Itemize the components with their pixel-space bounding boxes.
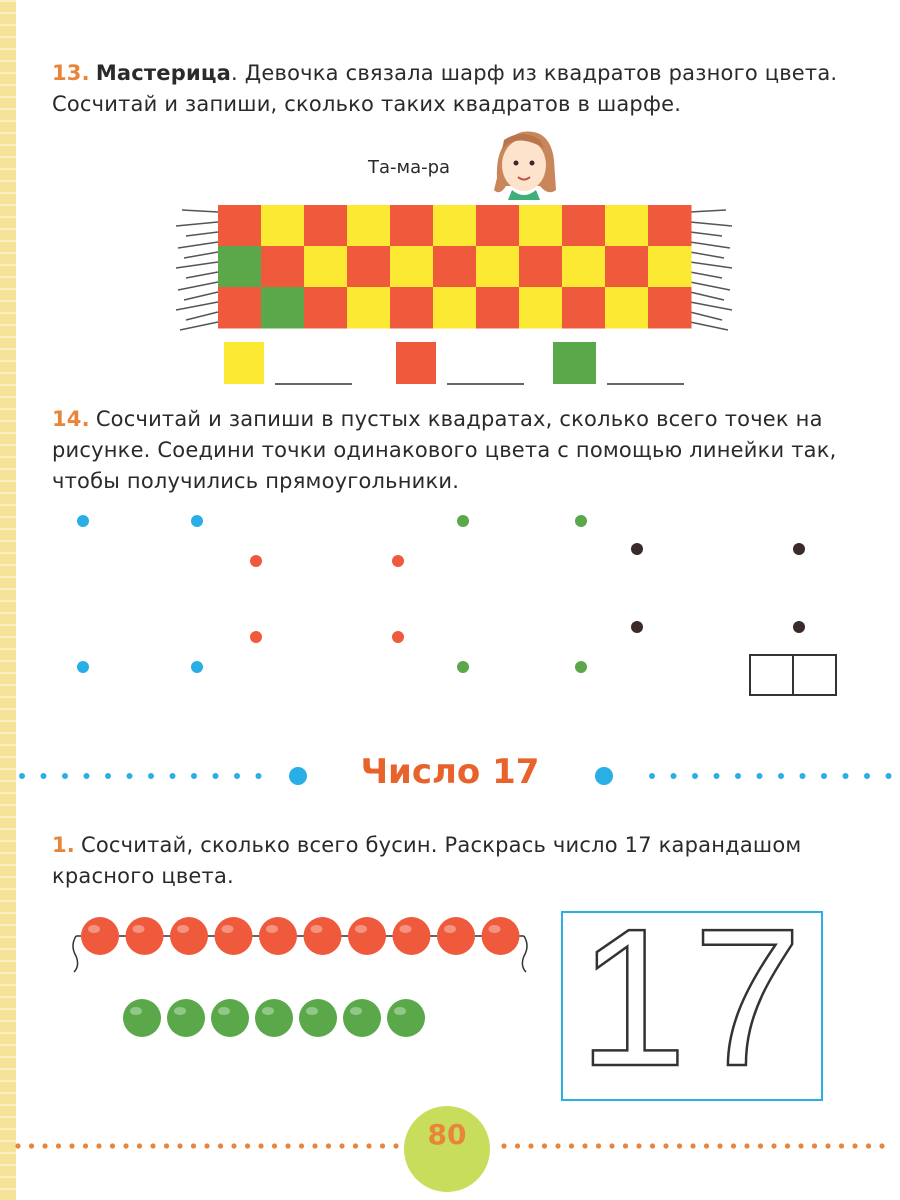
blue-dot — [77, 661, 89, 673]
bottom-dot — [110, 1143, 115, 1148]
red-dot — [250, 555, 262, 567]
bottom-dot — [555, 1143, 560, 1148]
scarf-square — [562, 287, 606, 329]
bottom-dot — [312, 1143, 317, 1148]
girl-illustration — [494, 132, 556, 200]
red-bead — [81, 917, 119, 955]
bottom-dot — [123, 1143, 128, 1148]
bottom-dot — [744, 1143, 749, 1148]
bottom-dot — [866, 1143, 871, 1148]
bottom-dot — [771, 1143, 776, 1148]
bottom-dot — [42, 1143, 47, 1148]
red-dot — [250, 631, 262, 643]
scarf-answer-legend — [224, 342, 684, 384]
scarf-square — [648, 246, 692, 288]
task-13-text: . Девочка связала шарф из квадратов разного цвета. Сосчитай и запиши, сколько таких квадратов в шарфе. — [52, 61, 838, 116]
green-bead — [123, 999, 161, 1037]
section-title: Число 17 — [360, 752, 540, 792]
bottom-dot — [69, 1143, 74, 1148]
answer-boxes — [750, 655, 836, 695]
bottom-dot — [245, 1143, 250, 1148]
bottom-dot — [326, 1143, 331, 1148]
red-bead — [304, 917, 342, 955]
bottom-dot — [852, 1143, 857, 1148]
scarf-square — [347, 246, 391, 288]
scarf-square — [347, 205, 391, 247]
bottom-dot — [366, 1143, 371, 1148]
girl-name-label: Та-ма-ра — [368, 157, 451, 178]
green-bead — [299, 999, 337, 1037]
bottom-dot — [353, 1143, 358, 1148]
bottom-dot — [204, 1143, 209, 1148]
scarf-square — [519, 246, 563, 288]
red-bead — [393, 917, 431, 955]
bottom-dot — [96, 1143, 101, 1148]
scarf-square — [519, 205, 563, 247]
bottom-dot — [299, 1143, 304, 1148]
bottom-dot — [83, 1143, 88, 1148]
scarf-square — [562, 246, 606, 288]
bottom-dot — [717, 1143, 722, 1148]
scarf-square — [218, 205, 262, 247]
bottom-dot — [731, 1143, 736, 1148]
bottom-dot — [839, 1143, 844, 1148]
bottom-dot — [704, 1143, 709, 1148]
green-dot — [575, 661, 587, 673]
bottom-dot — [596, 1143, 601, 1148]
bottom-dot — [231, 1143, 236, 1148]
bottom-dot — [609, 1143, 614, 1148]
red-bead — [126, 917, 164, 955]
red-bead — [170, 917, 208, 955]
scarf-square — [390, 287, 434, 329]
bottom-dot — [339, 1143, 344, 1148]
bottom-dot — [501, 1143, 506, 1148]
bottom-dot — [380, 1143, 385, 1148]
red-bead — [482, 917, 520, 955]
scarf-square — [218, 246, 262, 288]
red-bead — [437, 917, 475, 955]
scarf-square — [304, 205, 348, 247]
bottom-dot — [798, 1143, 803, 1148]
blue-dot — [191, 661, 203, 673]
scarf-square — [218, 287, 262, 329]
blue-dot — [77, 515, 89, 527]
page-number: 80 — [427, 1118, 467, 1151]
dots-field — [77, 515, 805, 673]
bottom-dot — [812, 1143, 817, 1148]
dark-dot — [793, 543, 805, 555]
scarf-square — [261, 287, 305, 329]
scarf-square — [304, 246, 348, 288]
legend-green-square — [553, 342, 596, 384]
bottom-dot — [528, 1143, 533, 1148]
scarf-square — [476, 287, 520, 329]
bottom-dot — [164, 1143, 169, 1148]
scarf-square — [261, 205, 305, 247]
scarf-square — [433, 287, 477, 329]
green-beads — [123, 999, 425, 1037]
red-bead — [215, 917, 253, 955]
scarf-square — [476, 246, 520, 288]
scarf-square — [605, 246, 649, 288]
task-14 — [52, 404, 862, 497]
green-bead — [255, 999, 293, 1037]
bottom-dot — [258, 1143, 263, 1148]
task-14-text: Сосчитай и запиши в пустых квадратах, сколько всего точек на рисунке. Соедини точки одинакового цвета с помощью линейки так, чтобы получились прямоугольники. — [52, 407, 837, 493]
bottom-dot — [191, 1143, 196, 1148]
bottom-dot — [825, 1143, 830, 1148]
bottom-dot — [623, 1143, 628, 1148]
bottom-dot — [690, 1143, 695, 1148]
bottom-dot — [636, 1143, 641, 1148]
bottom-dot — [663, 1143, 668, 1148]
bottom-dot — [29, 1143, 34, 1148]
task-14-number: 14. — [52, 407, 90, 431]
green-dot — [457, 661, 469, 673]
scarf-square — [347, 287, 391, 329]
scarf-square — [519, 287, 563, 329]
scarf-square — [304, 287, 348, 329]
scarf-square — [390, 246, 434, 288]
answer-box-2 — [793, 655, 836, 695]
red-bead — [259, 917, 297, 955]
bottom-dot — [785, 1143, 790, 1148]
bottom-dot — [285, 1143, 290, 1148]
scarf-square — [261, 246, 305, 288]
bottom-dot — [137, 1143, 142, 1148]
answer-box-1 — [750, 655, 793, 695]
scarf-square — [476, 205, 520, 247]
bottom-dot — [150, 1143, 155, 1148]
green-bead — [387, 999, 425, 1037]
legend-red-square — [396, 342, 436, 384]
green-bead — [343, 999, 381, 1037]
bottom-dot — [515, 1143, 520, 1148]
green-dot — [457, 515, 469, 527]
dark-dot — [793, 621, 805, 633]
legend-yellow-square — [224, 342, 264, 384]
bottom-dot — [542, 1143, 547, 1148]
task-13-title: Мастерица — [95, 61, 232, 85]
scarf-square — [433, 246, 477, 288]
bottom-dot — [582, 1143, 587, 1148]
bottom-dot — [177, 1143, 182, 1148]
bottom-dot — [56, 1143, 61, 1148]
scarf-square — [605, 287, 649, 329]
bottom-dot — [15, 1143, 20, 1148]
scarf — [218, 205, 692, 329]
bottom-dot — [879, 1143, 884, 1148]
task-1 — [52, 830, 862, 892]
bottom-dot — [272, 1143, 277, 1148]
bottom-dot — [393, 1143, 398, 1148]
dark-dot — [631, 621, 643, 633]
dark-dot — [631, 543, 643, 555]
task-1-number: 1. — [52, 833, 75, 857]
scarf-square — [390, 205, 434, 247]
green-bead — [167, 999, 205, 1037]
task-1-text: Сосчитай, сколько всего бусин. Раскрась число 17 карандашом красного цвета. — [52, 833, 802, 888]
blue-dot — [191, 515, 203, 527]
bottom-dot — [650, 1143, 655, 1148]
green-bead — [211, 999, 249, 1037]
scarf-square — [648, 287, 692, 329]
bottom-dot — [677, 1143, 682, 1148]
bottom-dot — [569, 1143, 574, 1148]
red-dot — [392, 631, 404, 643]
red-bead — [348, 917, 386, 955]
red-dot — [392, 555, 404, 567]
bottom-dot — [218, 1143, 223, 1148]
scarf-square — [648, 205, 692, 247]
scarf-square — [605, 205, 649, 247]
scarf-square — [562, 205, 606, 247]
bottom-dot — [758, 1143, 763, 1148]
green-dot — [575, 515, 587, 527]
scarf-square — [433, 205, 477, 247]
task-13-number: 13. — [52, 61, 90, 85]
big-number-17[interactable]: 17 — [577, 888, 808, 1107]
